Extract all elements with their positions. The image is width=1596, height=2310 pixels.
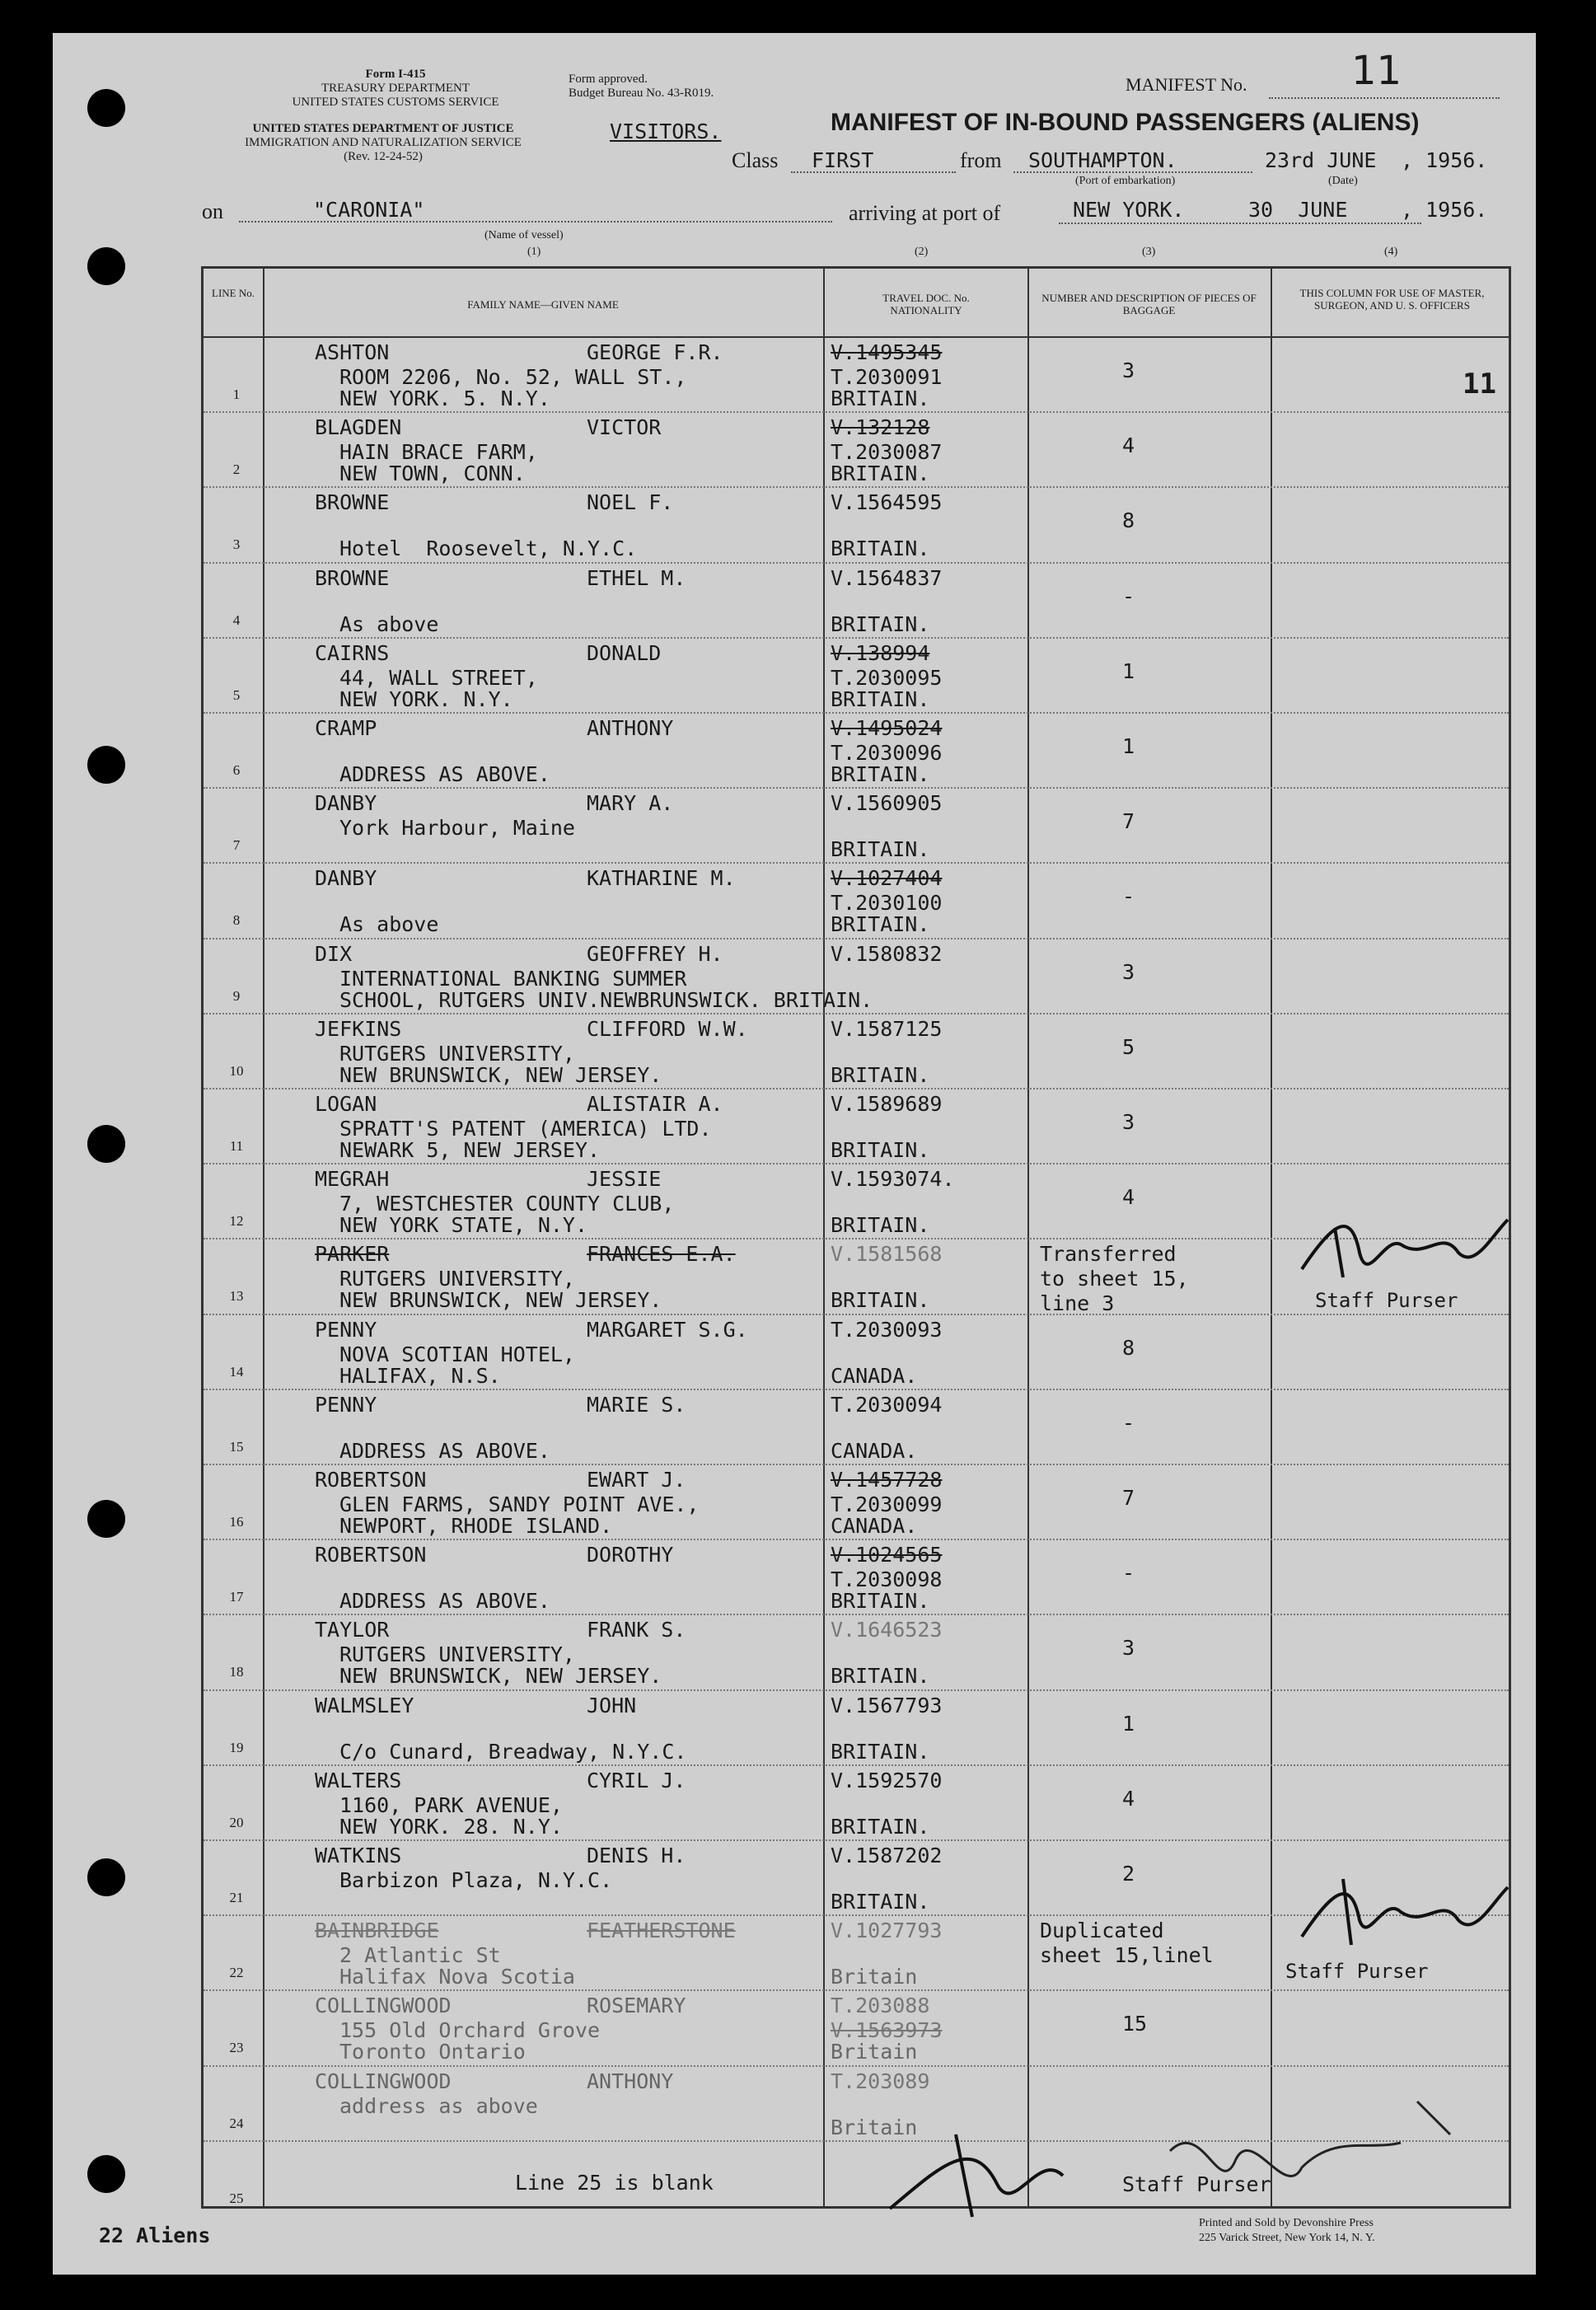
line-number: 14	[229, 1363, 244, 1380]
inspector-signatures	[873, 2069, 1533, 2233]
nationality: BRITAIN.	[831, 1664, 930, 1689]
from-label: from	[960, 148, 1002, 172]
travel-doc: V.1580832	[831, 941, 943, 966]
travel-doc: T.203088	[831, 1994, 930, 2018]
travel-doc: V.1495024	[831, 716, 943, 740]
nationality: BRITAIN.	[831, 762, 930, 786]
travel-doc: V.1564595	[831, 490, 943, 515]
family-name: WALTERS	[315, 1768, 402, 1792]
arriving-label: arriving at port of	[849, 201, 1001, 225]
family-name: LOGAN	[315, 1092, 377, 1116]
travel-doc: V.1587125	[831, 1016, 943, 1041]
address-line-2: Halifax Nova Scotia	[339, 1965, 575, 1989]
given-name: FRANCES E.A.	[587, 1242, 736, 1267]
line-number: 3	[232, 537, 241, 553]
punch-hole	[87, 1125, 125, 1163]
punch-hole	[87, 1500, 125, 1538]
family-name: ASHTON	[315, 340, 390, 364]
family-name: BLAGDEN	[315, 415, 402, 440]
staff-purser-label-3: Staff Purser	[1122, 2172, 1271, 2196]
travel-doc: V.1646523	[831, 1618, 943, 1642]
travel-doc: V.1592570	[831, 1768, 943, 1792]
family-name: MEGRAH	[315, 1167, 390, 1192]
form-header	[222, 68, 569, 110]
family-name: CAIRNS	[315, 640, 390, 665]
given-name: MARIE S.	[587, 1392, 686, 1417]
address-line-2: NEW BRUNSWICK, NEW JERSEY.	[339, 1062, 662, 1087]
travel-doc: V.1495345	[831, 340, 943, 364]
form-number: Form I-415	[365, 68, 426, 81]
given-name: VICTOR	[587, 415, 662, 440]
nationality: BRITAIN.	[831, 1890, 930, 1914]
address-line-1: HAIN BRACE FARM,	[339, 440, 538, 465]
address-line-1: ROOM 2206, No. 52, WALL ST.,	[339, 365, 687, 389]
address-line-2: NEW YORK. N.Y.	[339, 686, 513, 711]
travel-doc-2: T.2030091	[831, 365, 943, 389]
travel-doc-2: T.2030096	[831, 741, 943, 765]
nationality: BRITAIN.	[831, 537, 930, 561]
travel-doc: V.1581568	[831, 1242, 943, 1267]
class-value: FIRST	[812, 148, 874, 172]
line-number: 24	[229, 2115, 244, 2131]
baggage: 3	[1122, 1110, 1135, 1134]
travel-doc-2: T.2030095	[831, 665, 943, 690]
line-number: 18	[229, 1664, 244, 1680]
family-name: BAINBRIDGE	[315, 1919, 439, 1943]
family-name: COLLINGWOOD	[315, 2069, 452, 2093]
punch-hole	[87, 746, 125, 784]
line-number: 1	[232, 387, 241, 402]
given-name: GEORGE F.R.	[587, 340, 723, 364]
visitors-label: VISITORS.	[610, 119, 722, 143]
line-number: 8	[232, 912, 241, 929]
nationality: BRITAIN.	[831, 837, 930, 862]
family-name: JEFKINS	[315, 1016, 402, 1041]
line-number: 10	[229, 1062, 244, 1079]
family-name: COLLINGWOOD	[315, 1994, 452, 2018]
baggage: 8	[1122, 508, 1135, 533]
nationality: BRITAIN.	[831, 1589, 930, 1614]
line-number: 7	[232, 837, 241, 854]
travel-doc: V.1593074.	[831, 1167, 955, 1192]
col-name: FAMILY NAME—GIVEN NAME	[467, 298, 619, 311]
family-name: BROWNE	[315, 490, 390, 515]
travel-doc: T.2030094	[831, 1392, 943, 1417]
nationality: BRITAIN.	[831, 1814, 930, 1839]
given-name: JOHN	[587, 1693, 637, 1717]
family-name: PARKER	[315, 1242, 390, 1267]
nationality: BRITAIN.	[831, 1138, 930, 1162]
customs-label: UNITED STATES CUSTOMS SERVICE	[292, 96, 499, 109]
column3-caption: (3)	[1142, 246, 1156, 258]
line-number: 20	[229, 1814, 244, 1830]
family-name: DANBY	[315, 866, 377, 891]
given-name: CLIFFORD W.W.	[587, 1016, 748, 1041]
embark-year: , 1956.	[1401, 148, 1488, 172]
given-name: MARY A.	[587, 791, 674, 816]
justice-label: UNITED STATES DEPARTMENT OF JUSTICE	[252, 122, 514, 135]
travel-doc: V.1027793	[831, 1919, 943, 1943]
baggage: 3	[1122, 959, 1135, 984]
baggage: Duplicated sheet 15,linel	[1040, 1919, 1214, 1968]
revision-label: (Rev. 12-24-52)	[344, 150, 423, 163]
travel-doc: V.1024565	[831, 1543, 943, 1567]
baggage: 4	[1122, 1185, 1135, 1210]
line-number: 13	[229, 1288, 244, 1305]
col-travel-doc: TRAVEL DOC. No. NATIONALITY	[882, 292, 970, 316]
given-name: FRANK S.	[587, 1618, 686, 1642]
given-name: ETHEL M.	[587, 565, 686, 590]
travel-doc-2: T.2030100	[831, 891, 943, 916]
line-number: 4	[232, 611, 241, 628]
nationality: BRITAIN.	[831, 686, 930, 711]
line-number: 11	[229, 1138, 244, 1154]
baggage: 4	[1122, 433, 1135, 458]
approval-note	[569, 73, 758, 101]
nationality: BRITAIN.	[831, 1062, 930, 1087]
address-line-2: NEW YORK. 28. N.Y.	[339, 1814, 563, 1839]
nationality: BRITAIN.	[831, 611, 930, 636]
baggage: 1	[1122, 1711, 1135, 1736]
family-name: ROBERTSON	[315, 1468, 427, 1492]
address-line-2: As above	[339, 611, 439, 636]
given-name: JESSIE	[587, 1167, 662, 1192]
line-number: 21	[229, 1890, 244, 1905]
baggage: 7	[1122, 809, 1135, 834]
punch-hole	[87, 89, 125, 127]
address-line-2: ADDRESS AS ABOVE.	[339, 1589, 550, 1614]
line-number: 12	[229, 1213, 244, 1230]
address-line-2: NEW TOWN, CONN.	[339, 462, 526, 486]
baggage: 1	[1122, 734, 1135, 758]
nationality: BRITAIN.	[831, 1739, 930, 1764]
purser-signature-2	[1285, 1863, 1533, 1961]
nationality: Britain	[831, 2115, 918, 2139]
column2-caption: (2)	[915, 246, 929, 258]
address-line-2: HALIFAX, N.S.	[339, 1363, 501, 1388]
address-line-1: address as above	[339, 2093, 538, 2118]
baggage: -	[1122, 884, 1135, 909]
line-number: 2	[232, 462, 241, 478]
address-line-1: GLEN FARMS, SANDY POINT AVE.,	[339, 1492, 700, 1516]
family-name: DIX	[315, 941, 353, 966]
date-caption: (Date)	[1328, 175, 1358, 187]
address-line-2: As above	[339, 912, 439, 937]
line-number: 17	[229, 1589, 244, 1605]
travel-doc-2: T.2030099	[831, 1492, 943, 1516]
family-name: PENNY	[315, 1317, 377, 1342]
travel-doc: V.1457728	[831, 1468, 943, 1492]
address-line-2: Hotel Roosevelt, N.Y.C.	[339, 537, 638, 561]
port-caption: (Port of embarkation)	[1075, 175, 1176, 187]
baggage: 7	[1122, 1486, 1135, 1510]
line-number: 15	[229, 1438, 244, 1455]
embark-date: 23rd JUNE	[1265, 148, 1377, 172]
budget-line: Budget Bureau No. 43-R019.	[569, 87, 714, 100]
given-name: DENIS H.	[587, 1844, 686, 1867]
baggage: 2	[1122, 1862, 1135, 1886]
address-line-2: C/o Cunard, Breadway, N.Y.C.	[339, 1739, 687, 1764]
manifest-number: 11	[1351, 48, 1402, 94]
line-number: 19	[229, 1739, 244, 1755]
nationality: CANADA.	[831, 1438, 918, 1463]
given-name: NOEL F.	[587, 490, 674, 515]
line-number: 9	[232, 987, 241, 1004]
family-name: BROWNE	[315, 565, 390, 590]
address-line-2: ADDRESS AS ABOVE.	[339, 762, 550, 786]
nationality: BRITAIN.	[831, 1288, 930, 1313]
nationality: CANADA.	[831, 1363, 918, 1388]
given-name: ANTHONY	[587, 716, 674, 740]
nationality: BRITAIN.	[831, 387, 930, 410]
purser-signature-1	[1285, 1203, 1533, 1294]
travel-doc: V.1589689	[831, 1092, 943, 1116]
ins-label: IMMIGRATION AND NATURALIZATION SERVICE	[245, 136, 522, 149]
address-line-2: SCHOOL, RUTGERS UNIV.NEWBRUNSWICK. BRITAIN.	[339, 987, 873, 1012]
nationality: Britain	[831, 2040, 918, 2064]
punch-hole	[87, 1858, 125, 1896]
baggage: 3	[1122, 358, 1135, 382]
address-line-1: Barbizon Plaza, N.Y.C.	[339, 1868, 613, 1892]
given-name: MARGARET S.G.	[587, 1317, 748, 1342]
col-line-no: LINE No.	[212, 287, 255, 299]
officer-tally: 11	[1463, 368, 1496, 401]
given-name: ROSEMARY	[587, 1994, 686, 2018]
line-number: 5	[232, 686, 241, 703]
address-line-1: York Harbour, Maine	[339, 816, 575, 841]
travel-doc: V.1027404	[831, 866, 943, 891]
col-officers: THIS COLUMN FOR USE OF MASTER, SURGEON, AND U. S. OFFICERS	[1299, 287, 1485, 312]
family-name: CRAMP	[315, 716, 377, 740]
baggage: 15	[1122, 2012, 1148, 2036]
baggage: 4	[1122, 1786, 1135, 1811]
printer-line-2: 225 Varick Street, New York 14, N. Y.	[1199, 2232, 1375, 2244]
nationality: BRITAIN.	[831, 1213, 930, 1238]
given-name: ANTHONY	[587, 2069, 674, 2093]
address-line-1: RUTGERS UNIVERSITY,	[339, 1041, 575, 1066]
address-line-2: ADDRESS AS ABOVE.	[339, 1438, 550, 1463]
aliens-count: 22 Aliens	[99, 2223, 211, 2247]
manifest-title: MANIFEST OF IN-BOUND PASSENGERS (ALIENS)	[831, 109, 1420, 136]
address-line-1: NOVA SCOTIAN HOTEL,	[339, 1342, 575, 1366]
given-name: ALISTAIR A.	[587, 1092, 723, 1116]
travel-doc: V.1560905	[831, 791, 943, 816]
address-line-1: 7, WESTCHESTER COUNTY CLUB,	[339, 1192, 675, 1216]
given-name: CYRIL J.	[587, 1768, 686, 1792]
address-line-2: NEW BRUNSWICK, NEW JERSEY.	[339, 1664, 662, 1689]
line-number: 25	[229, 2190, 244, 2206]
travel-doc: V.132128	[831, 415, 930, 440]
family-name: DANBY	[315, 791, 377, 816]
address-line-1: RUTGERS UNIVERSITY,	[339, 1267, 575, 1291]
staff-purser-label-2: Staff Purser	[1285, 1960, 1429, 1983]
address-line-2: NEW YORK STATE, N.Y.	[339, 1213, 588, 1238]
justice-header	[198, 122, 569, 164]
given-name: FEATHERSTONE	[587, 1919, 736, 1943]
travel-doc-2: V.1563973	[831, 2018, 943, 2043]
address-line-1: 155 Old Orchard Grove	[339, 2018, 601, 2043]
baggage: 3	[1122, 1636, 1135, 1661]
baggage: 8	[1122, 1335, 1135, 1360]
address-line-1: RUTGERS UNIVERSITY,	[339, 1642, 575, 1667]
line-number: 16	[229, 1514, 244, 1530]
baggage: 5	[1122, 1034, 1135, 1059]
travel-doc: V.138994	[831, 640, 930, 665]
line-number: 22	[229, 1965, 244, 1981]
family-name: WALMSLEY	[315, 1693, 414, 1717]
nationality: Britain	[831, 1965, 918, 1989]
address-line-1: INTERNATIONAL BANKING SUMMER	[339, 966, 687, 991]
travel-doc: T.203089	[831, 2069, 930, 2093]
given-name: KATHARINE M.	[587, 866, 736, 891]
address-line-2: NEW YORK. 5. N.Y.	[339, 387, 550, 410]
vessel-caption: (Name of vessel)	[484, 229, 564, 241]
travel-doc: V.1567793	[831, 1693, 943, 1717]
line-number: 6	[232, 762, 241, 778]
travel-doc-2: T.2030098	[831, 1567, 943, 1592]
given-name: DONALD	[587, 640, 662, 665]
nationality: BRITAIN.	[831, 462, 930, 486]
on-label: on	[202, 199, 223, 223]
travel-doc: V.1587202	[831, 1844, 943, 1867]
travel-doc: T.2030093	[831, 1317, 943, 1342]
arrival-port: NEW YORK.	[1073, 198, 1185, 222]
baggage: Transferred to sheet 15, line 3	[1040, 1242, 1189, 1316]
address-line-1: 44, WALL STREET,	[339, 665, 538, 690]
class-label: Class	[732, 148, 779, 172]
address-line-2: NEWPORT, RHODE ISLAND.	[339, 1514, 613, 1538]
address-line-2: Toronto Ontario	[339, 2040, 526, 2064]
col-baggage: NUMBER AND DESCRIPTION OF PIECES OF BAGGAGE	[1041, 292, 1257, 316]
address-line-2: NEW BRUNSWICK, NEW JERSEY.	[339, 1288, 662, 1313]
approval-line: Form approved.	[569, 73, 648, 86]
line25-note: Line 25 is blank	[515, 2171, 714, 2195]
address-line-1: 1160, PARK AVENUE,	[339, 1792, 563, 1817]
nationality: CANADA.	[831, 1514, 918, 1538]
embark-port: SOUTHAMPTON.	[1028, 148, 1177, 172]
baggage: -	[1122, 1561, 1135, 1586]
family-name: ROBERTSON	[315, 1543, 427, 1567]
family-name: WATKINS	[315, 1844, 402, 1867]
given-name: GEOFFREY H.	[587, 941, 723, 966]
treasury-label: TREASURY DEPARTMENT	[321, 82, 470, 95]
travel-doc-2: T.2030087	[831, 440, 943, 465]
address-line-1: SPRATT'S PATENT (AMERICA) LTD.	[339, 1117, 712, 1141]
baggage: -	[1122, 1410, 1135, 1435]
baggage: 1	[1122, 658, 1135, 683]
travel-doc: V.1564837	[831, 565, 943, 590]
printer-line-1: Printed and Sold by Devonshire Press	[1199, 2217, 1374, 2229]
column4-caption: (4)	[1384, 246, 1398, 258]
given-name: EWART J.	[587, 1468, 686, 1492]
nationality: BRITAIN.	[831, 912, 930, 937]
arrival-year: , 1956.	[1401, 198, 1488, 222]
staff-purser-label-1: Staff Purser	[1315, 1289, 1458, 1312]
baggage: -	[1122, 583, 1135, 608]
vessel-name: "CARONIA"	[313, 198, 425, 222]
address-line-2: NEWARK 5, NEW JERSEY.	[339, 1138, 601, 1162]
arrival-date: 30 JUNE	[1248, 198, 1348, 222]
given-name: DOROTHY	[587, 1543, 674, 1567]
family-name: PENNY	[315, 1392, 377, 1417]
manifest-label: MANIFEST No.	[1126, 74, 1247, 95]
address-line-1: 2 Atlantic St	[339, 1943, 501, 1968]
line-number: 23	[229, 2040, 244, 2056]
punch-hole	[87, 247, 125, 285]
family-name: TAYLOR	[315, 1618, 390, 1642]
column1-caption: (1)	[527, 246, 541, 258]
punch-hole	[87, 2155, 125, 2193]
